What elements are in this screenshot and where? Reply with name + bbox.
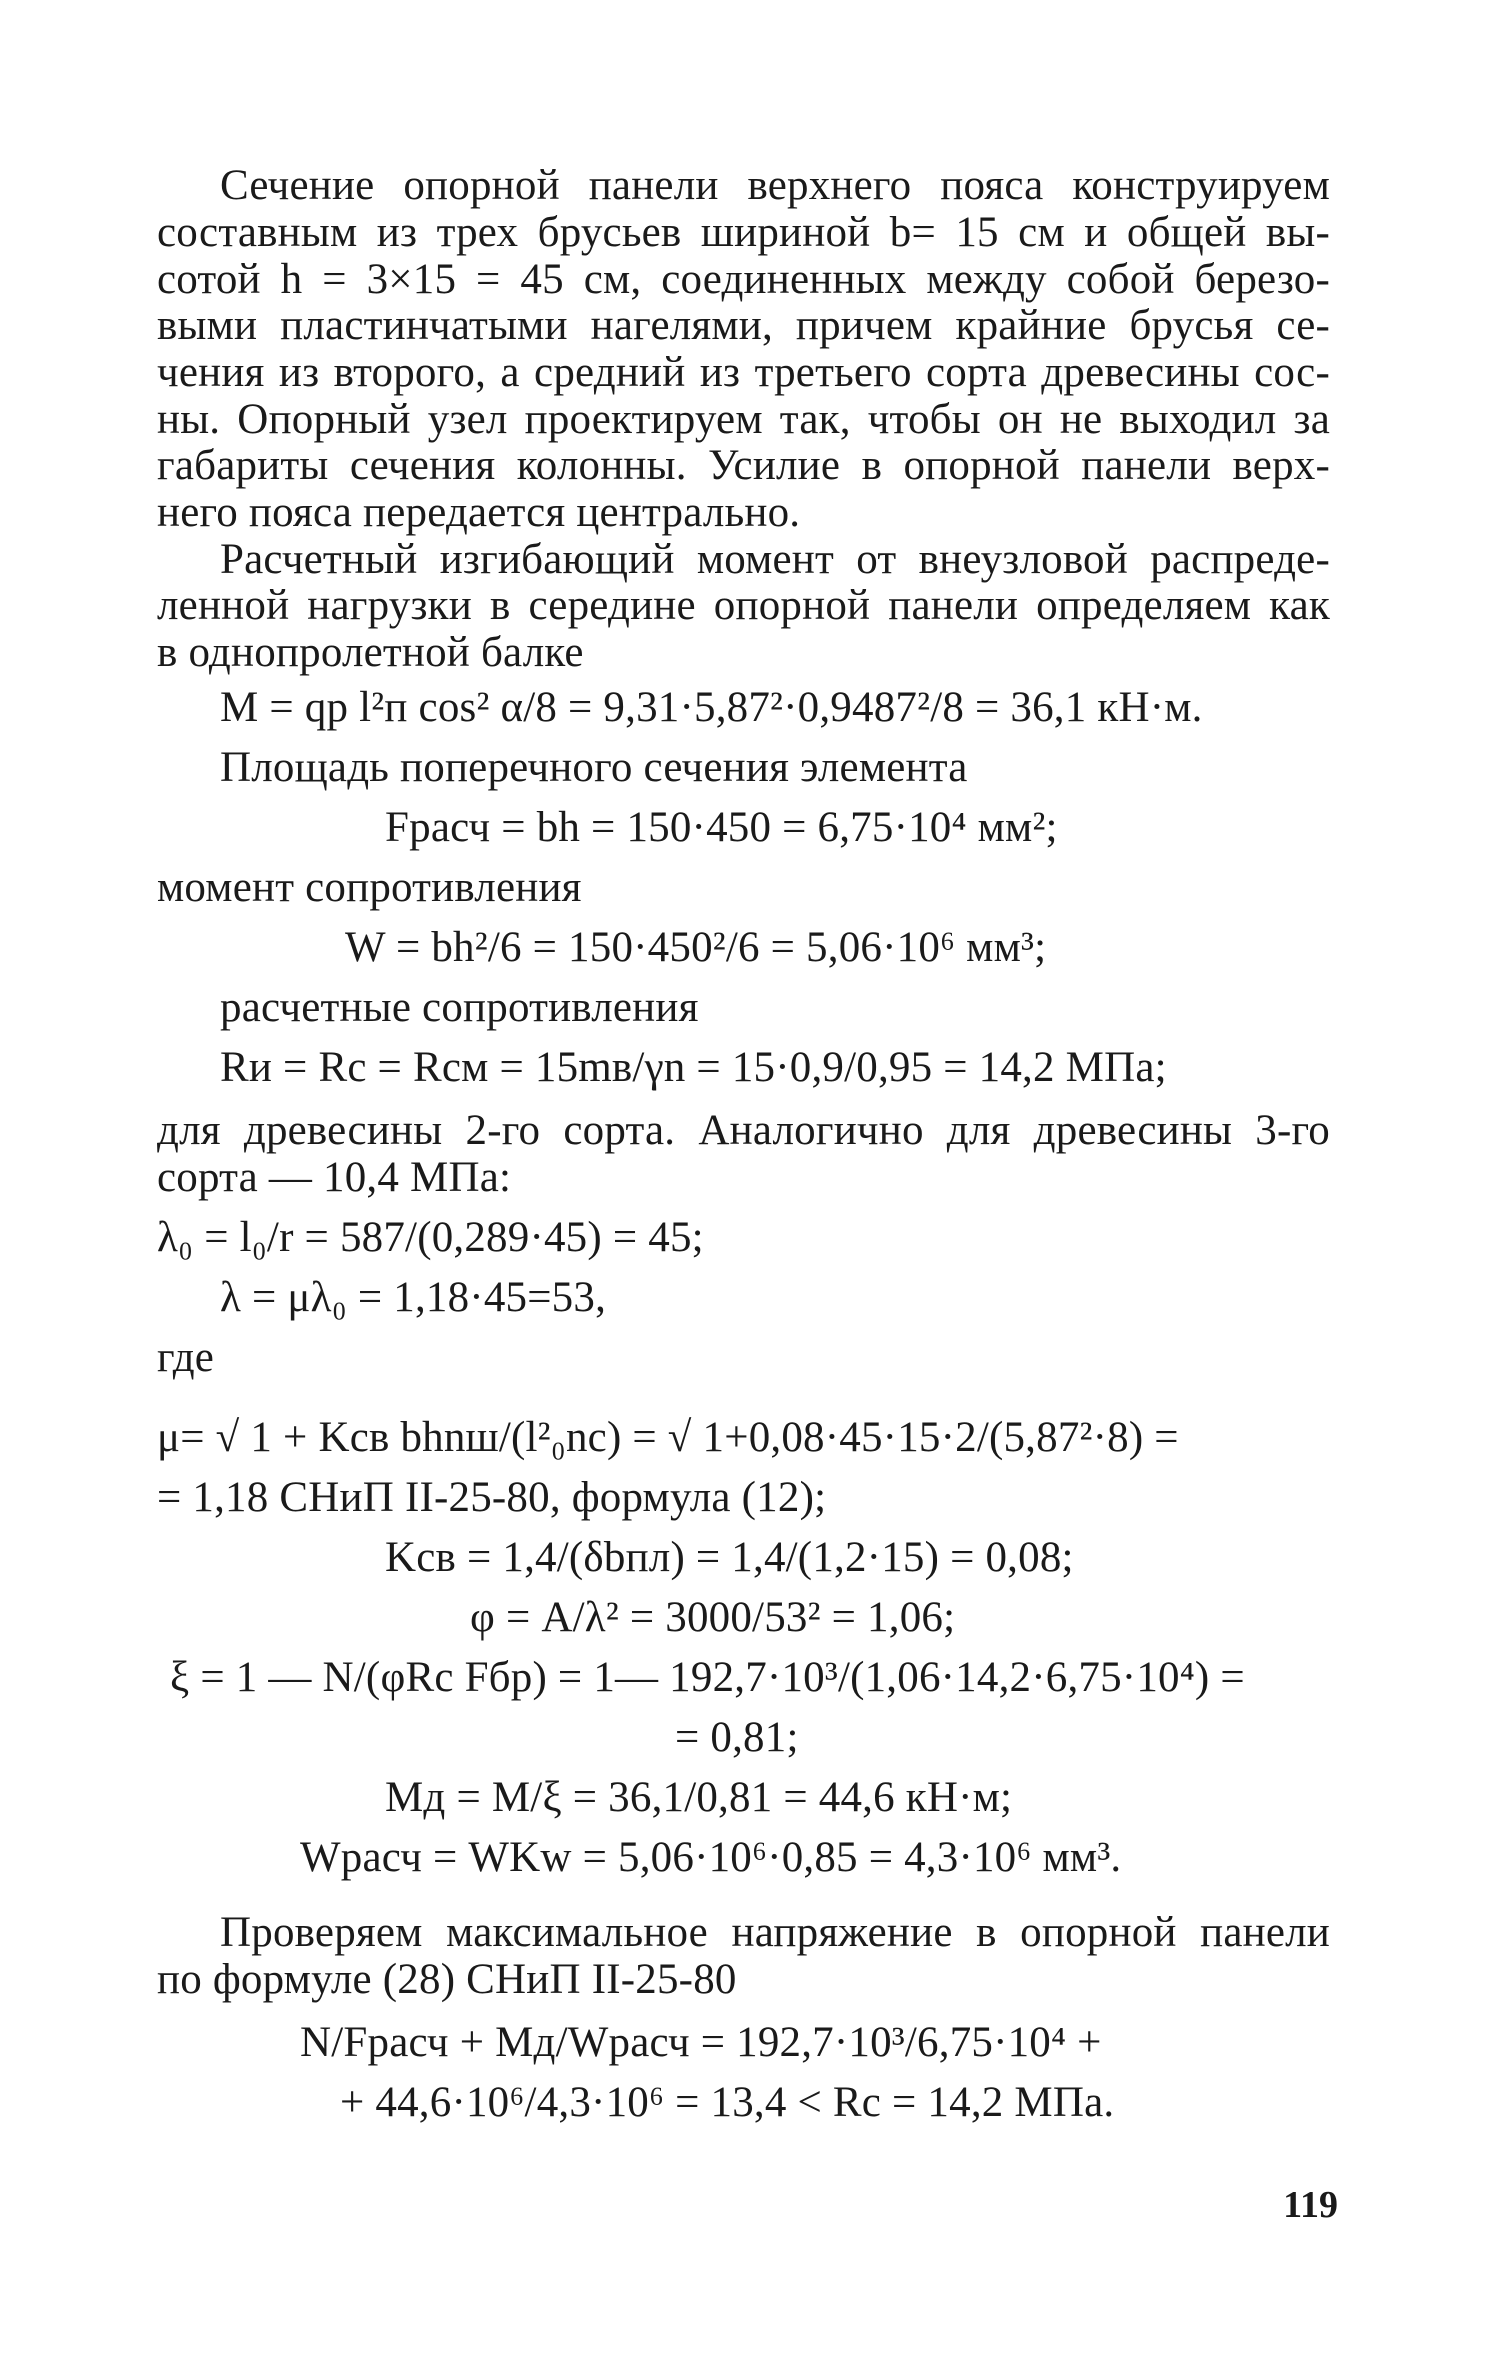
text-line: для древесины 2-го сорта. Аналогично для древесины 3-го	[157, 1107, 1330, 1154]
formula-md: Mд = M/ξ = 36,1/0,81 = 44,6 кН·м;	[385, 1774, 1013, 1821]
text-line: ны. Опорный узел проектируем так, чтобы он не выходил за	[157, 396, 1330, 443]
text-line: в однопролетной балке	[157, 629, 584, 676]
formula-lambda0: λ₀ = l₀/r = 587/(0,289·45) = 45;	[157, 1214, 704, 1261]
formula-mu: μ= √ 1 + Kсв bhnш/(l²₀nс) = √ 1+0,08·45·15·2/(5,87²·8) =	[157, 1414, 1179, 1461]
text-line: момент сопротивления	[157, 864, 582, 911]
text-line: него пояса передается центрально.	[157, 489, 801, 536]
text-line: сорта — 10,4 МПа:	[157, 1154, 512, 1201]
formula-moment: M = qр l²п cos² α/8 = 9,31·5,87²·0,9487²/8 = 36,1 кН·м.	[220, 684, 1203, 731]
text-line: Расчетный изгибающий момент от внеузловой распреде-	[220, 536, 1330, 583]
text-line: выми пластинчатыми нагелями, причем крайние брусья се-	[157, 302, 1330, 349]
formula-phi: φ = A/λ² = 3000/53² = 1,06;	[470, 1594, 956, 1641]
formula-xi: ξ = 1 — N/(φRс Fбр) = 1— 192,7·10³/(1,06·14,2·6,75·10⁴) =	[170, 1654, 1245, 1701]
text-line: по формуле (28) СНиП II-25-80	[157, 1956, 737, 2003]
formula-mu-result: = 1,18 СНиП II-25-80, формула (12);	[157, 1474, 827, 1521]
formula-ksv: Kсв = 1,4/(δbпл) = 1,4/(1,2·15) = 0,08;	[385, 1534, 1074, 1581]
text-line: Проверяем максимальное напряжение в опорной панели	[220, 1909, 1330, 1956]
formula-w-calc: Wрасч = WKw = 5,06·10⁶·0,85 = 4,3·10⁶ мм³.	[300, 1834, 1122, 1881]
text-line: Площадь поперечного сечения элемента	[220, 744, 968, 791]
text-line: где	[157, 1334, 215, 1381]
text-line: расчетные сопротивления	[220, 984, 699, 1031]
text-line: чения из второго, а средний из третьего сорта древесины сос-	[157, 349, 1330, 396]
formula-xi-result: = 0,81;	[675, 1714, 799, 1761]
page-number: 119	[1283, 2184, 1338, 2226]
formula-check: N/Fрасч + Mд/Wрасч = 192,7·10³/6,75·10⁴ +	[300, 2019, 1102, 2066]
formula-section-modulus: W = bh²/6 = 150·450²/6 = 5,06·10⁶ мм³;	[345, 924, 1047, 971]
text-line: ленной нагрузки в середине опорной панели определяем как	[157, 582, 1330, 629]
text-line: габариты сечения колонны. Усилие в опорной панели верх-	[157, 442, 1330, 489]
text-line: Сечение опорной панели верхнего пояса конструируем	[220, 162, 1330, 209]
text-line: сотой h = 3×15 = 45 см, соединенных между собой березо-	[157, 256, 1330, 303]
formula-area: Fрасч = bh = 150·450 = 6,75·10⁴ мм²;	[385, 804, 1058, 851]
formula-lambda: λ = μλ₀ = 1,18·45=53,	[220, 1274, 607, 1321]
text-line: составным из трех брусьев шириной b= 15 см и общей вы-	[157, 209, 1330, 256]
formula-resistance: Rи = Rс = Rсм = 15mв/γn = 15·0,9/0,95 = 14,2 МПа;	[220, 1044, 1167, 1091]
formula-check-result: + 44,6·10⁶/4,3·10⁶ = 13,4 < Rс = 14,2 МПа.	[340, 2079, 1115, 2126]
